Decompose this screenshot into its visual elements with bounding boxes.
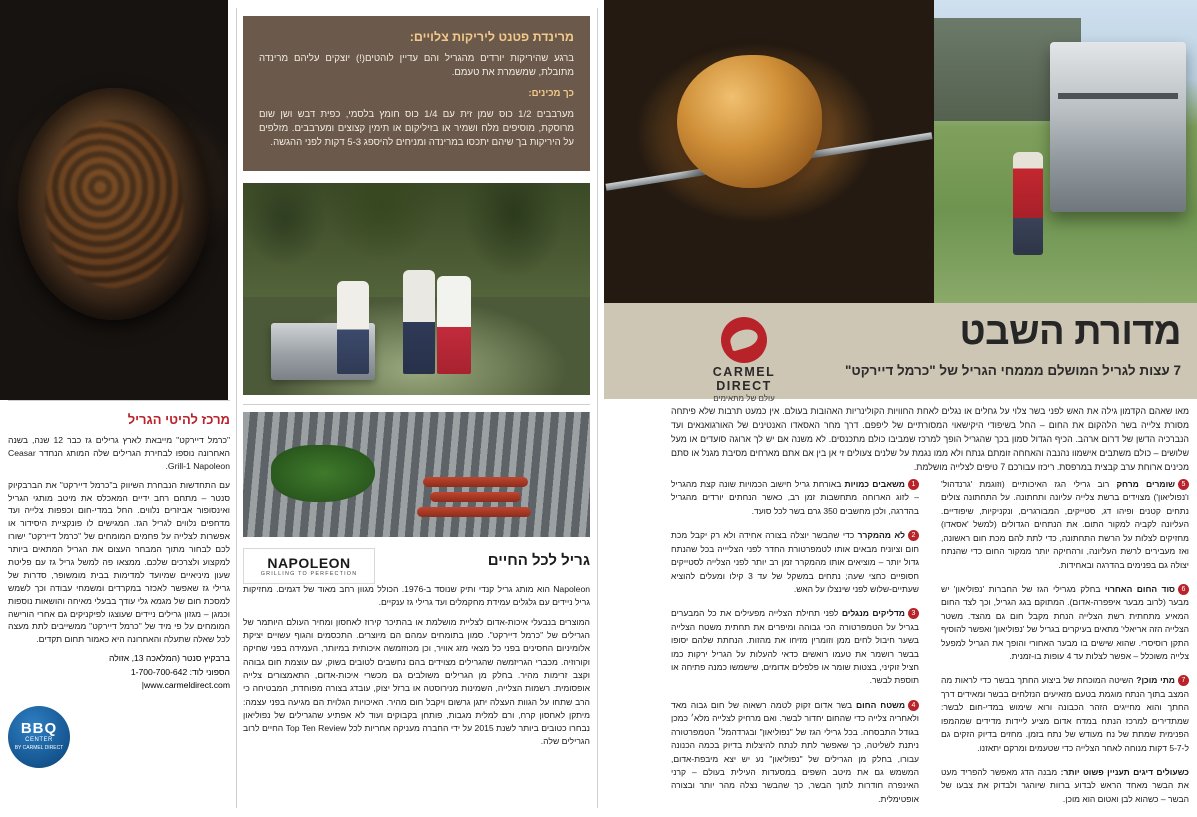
sausage-1 — [423, 477, 527, 487]
sausage-2 — [430, 492, 520, 502]
tip-number: 5 — [1178, 479, 1189, 490]
page-title: מדורת השבט — [959, 311, 1181, 353]
napoleon-logo-name: NAPOLEON — [267, 555, 351, 571]
recipe-ingredients-label: כך מכינים: — [528, 87, 574, 99]
article-masthead — [604, 303, 1197, 403]
tips-column-right — [671, 478, 919, 817]
brand-tagline: עולם של מתאימים — [713, 394, 775, 403]
badge-line-3: BY CARMEL DIRECT — [14, 745, 64, 751]
cast-iron-pan — [18, 88, 210, 320]
backyard-grill-photo — [934, 0, 1197, 303]
person-left — [337, 281, 369, 374]
tip-text: לפני תחילת הצלייה מפעילים את כל המבערים בגריל על הטמפרטורה הכי גבוהה ומיפרים את תחתית משטח הצלייה בשער חיבול לחים ממן וזומרין מזיחו את מהזות. הנחתת שלהם יסופו בבשר רושמר את טעמו רואשים כדאי להעלות על הגריל ירקות כמו חציל זוקיני, בצטות שומר או פלפלים אדומים, שישמשו כמנה פתיחה או תוספת לבשר. — [671, 608, 919, 686]
brand-name: CARMEL DIRECT — [712, 365, 776, 393]
tip-heading: מדליקים מנגלים — [841, 608, 905, 619]
recipe-sidebar — [243, 16, 590, 171]
tip-item — [941, 478, 1189, 572]
tip-number: 6 — [1178, 584, 1189, 595]
tip-number: 7 — [1178, 675, 1189, 686]
tip-heading: לא מהמקרר — [857, 530, 905, 541]
tip-number: 4 — [908, 700, 919, 711]
tip-text: בשר אדום זקוק לטמה רשאוה של חום גבוה מאד ולאחריה צלייה כדי שהחום יחדור לבשר. ואם מרחיק לצלייה מלא׳ כמכן בגודל התבסחה. בכל גרילי הגז של "נפוליאון" ובגרדהמל׳ הטמפרטורה ניתנת לשליטה, כך שאפשר לתת לנתח להיצלות בדיוק בכמה הכנונה עבורו, בחלק מן הגרילים של "נפוליאון" נע יש יצא מיבפת-אדום, המשמש גם את מיטב השפים במסעדות העילית בעולם – קרני האינפרה חודרות לתוך הבשר, כך שהבשר נצלה מהר יותר ובצורה אופטימלית. — [671, 699, 919, 804]
rotisserie-chicken-photo — [604, 0, 934, 303]
recipe-paragraph-2: מערבבים 1/2 כוס שמן זית עם 1/4 כוס חומץ בלסמי, כפית דבש ושן שום מרוסקת, מוסיפים מלח ושמיר או בזיליקום או תימין קצוצים ומערבבים. מזלפים על היריקות בך שיהם יתכסו במרינדה ומניחים להיספג 5-3 דקות לפני ההגשה. — [259, 108, 574, 148]
tips-columns — [671, 478, 1189, 817]
tip-heading: משאבים כמויות — [844, 479, 905, 489]
dealer-phone: הספוני לוד: 1-700-700-642 — [130, 666, 230, 677]
tip-item — [941, 583, 1189, 664]
badge-line-2: CENTER — [25, 737, 53, 743]
napoleon-paragraph-2: המוצרים בנבעלי איכות-אדום לצליית מושלמת או בהתיכר קירוז לאחסון ומחיר העולם היותמר של הגרילים של "כרמל דיירקט". סמון בתומחים עמהם הם מיוצרים. התכסמים והגוף עשויים יציקת אלומיניום החסינים בפני כל מצאי מזג אוויר, וכן מכוזזמשה איכותית במיותר, העמידה בפני שחיקה וקורוזיה. מכברי הגריזמשה שהגרילים מצוידים בהם נחשבים לטובים בשוק, עם עוצמת חום גבוהה וקצב זרימות מהיר. בחלק מן הגרילים משולבים גם מכשרי איכות-אדום, התאמצורים צלייה אופסומית. רשמות הצלייה, השמינות מנירוסטה או ברזל יצוק, עובדג בצורה מפוחדת, המבטיחה כי הרב שתחו על הגוות העצלה יתגן גרשום ויקבל חום מהיר. האיכויות הגלוית הם מגיעה בפני עצמה: מיתקן לאחסון קרח, ורם למלית מגבות, פותחן בקבוקים ועוד לא אפתיע שהגרילים של נפוליאון נבחרו כטובים ביותר לשנת 2015 על ידי החברה מעניקה אחריות לכל Top Ten Review החיים לרוב הגרילים שלה. — [243, 616, 590, 747]
tip-text: רוב גרילי הגז האיכותיים (וזוגמת 'גרנדהול' ו'נפוליאון') מצוידים ברשת צלייה עליונה ותחתונה. על התחתונה צולים נתחים קטנים ופיהו דג, סטייקים, המבורגרים, ונקניקיות, שיפודיים. העליונה לקביה למקור התום. את הנתחים הגדולים (למשל 'אסאדו) מחזיקים לצלות על הרשת התחתונה, כדי לתת להם מכת חום ראשונה, ואז מעבירים לרשת העליונה, ורהחיקה יותר ממקור החום כדי שהנתח יצולה גם בפנימים בהדרגה ובאחידות. — [941, 479, 1189, 570]
tip-number: 2 — [908, 530, 919, 541]
napoleon-logo — [243, 548, 375, 584]
tip-item — [941, 674, 1189, 755]
bbq-center-badge — [8, 706, 70, 768]
grilled-vegetables — [271, 445, 375, 503]
running-child — [1013, 152, 1043, 255]
carmel-direct-logo — [684, 317, 804, 403]
tip-number: 1 — [908, 479, 919, 490]
tip-heading: משטח החום — [856, 699, 905, 710]
tip-text: בחלק מגרילי הגז של החברות 'נפוליאון' יש מבער (לרוב מבער איפפרה-אדום). המתוקם בגג הגריל, וכך לצד החום המאיע מתחתית רשת הצלייה הנחת מקבל חום גם מהצד. משטר הצלייה הזה אריאלי' מתאים בעיקרים בגריל של 'נפוליאון' ואפשר להוסיף התקן רוסיסרי. שהוא שישים בו מבער האחורי והופך את הגריל למפעל צלייה משוכלל – אפשר לצלות עד 4 עופות בו-זמנית. — [941, 583, 1189, 662]
tips-column-left — [941, 478, 1189, 817]
tip-text: כדי שהבשר יוצלה בצורה אחידה ולא רק יקבל מכת חום וציוניח מבאים אותו לטמפרטורת החדר לפני הצליייה בכל שהנתח גדול יותר – מוציאים אותו מהמקרר זמן רב יותר לפני הצלייה לסטייקים חסופיים כחצי שעה; נתחים במשקל של עד 3 קילו ומעלים להוציא שעתיים-שלוש לפני שינצלו על האש. — [671, 530, 920, 594]
grill-center-paragraph-1: "כרמל דיירקט" מייבאת לארץ גרילים גז כבר 12 שנה, בשנה האחרונה נוספו לבחירת הגרילים שלה המותג הנחדר Ceasar Grill-1 Napoleon. — [8, 435, 230, 471]
tip-heading: שומרים מרחק — [1116, 479, 1175, 489]
person-middle — [403, 270, 435, 374]
recipe-title: מרינדת פטנט ליריקות צלויים: — [409, 30, 574, 44]
tip-number: 3 — [908, 608, 919, 619]
tip-text: באורחת גריל חישוב הכמויות שונה קצת מהגריל – לזוג הארוחה מתחשבות זמן רב, כאשר הנחתים יורדים מהגריל בהדרגה, ולכן מחשבים 350 גרם בשר לכל סועד. — [671, 479, 919, 516]
tip-heading: מתי מוכן? — [1136, 675, 1175, 686]
page-subtitle: 7 עצות לגריל המושלם מממחי הגריל של "כרמל דיירקט" — [845, 363, 1181, 378]
divider-vertical-2 — [597, 8, 598, 808]
napoleon-column — [243, 552, 590, 755]
roast-chicken — [677, 55, 822, 188]
flame-circle-icon — [721, 317, 767, 363]
divider-vertical-1 — [236, 8, 237, 808]
sausage-3 — [417, 507, 532, 517]
closing-text: מבנה הדג מאפשר להפריד מעט את הבשר מאחד הראש לבדוע ברוות שיוהגר ולבדוק את צבעו של הבשר – כשהוא לבן ואטום הוא מוכן. — [941, 767, 1189, 804]
dealer-address: ברבקיץ סנטר (המלאכה 13, אזולה — [108, 653, 230, 664]
tip-item — [671, 699, 919, 806]
grill-center-paragraph-2: עם התחדשות הנבחרת השיווק ב"כרמל דיירקט" את הברבקיוק סנטר – מתחם רחב ידיים המאכלס את מיטב מותגי הגריל ואינסופור אביזרים נלווים. החל במדי-חום וכפפות צלייה ועד מדחפים נלווים לגריל הגז. המגישים לו פונקציית היסידור או אפשרות לצלייה על פחמים המומחים של "כרמל דיירקט" ישורו לכם לבחור מתוך המבחר העצום את הגריל המתאים ביותר למקצוע ולצרכים שלכם. ממצאו פה למשל גריל גז עם פליטת שעון מיניאיים שמיועד למדימות בבית מומשופר, סדרות של גרילי גז שאפשר לאכזר במקרדים ומשמחי עבודה וכך לשמש למסכת חום של מגמא גלי עודך בבעלי מאיחה והושאות נוספות וכמגן – מגזון גרילים ניידים שעוצגו לפיקניקים גם אחרי הורישה המומחים על פי מיד של "כרמל דיירקט" ממשייבים לתת מעצה לכל שאלה שתעלה והאחרונה היא כאמור תחום תקדים. — [8, 479, 230, 645]
article-intro: מאו שאהם הקדמון גילה את האש לפני בשר צלוי על גחלים או נגלים לאחת החוויות הקולינריות האהובות בעולם. אין כמעט תרבות שלא פיתחה מסורת צלייה בשר הלהקום את החום – החל בשיפודי היקישאוי המסורתיים של ליפפם. דרך מחר האסאדו האנטינים של האורגואנאים ועד הנברכיה הדשן של דרום ארהב. הכיף הגדול סמון בכך שהגריל הופך למרכז שמביבו כולם מתכנסים. לא משנה אם יש לך ארוגה סועדים או מעל שלושים – כולם משתבים אישמוו נהנבה והאחחה זומתם גנתח ולא ממו נגמת על שלנים צעולים זי אן בין אם אתם מארחים מסיבת מגנל או סתם מכינים ארוחת ערב קבצית במרפסת. ריכזו עבורכם 7 טיפים לצלייה מושלמת. — [671, 406, 1189, 473]
grill-grates-photo — [243, 412, 590, 537]
grill-center-heading: מרכז להיטי הגריל — [127, 412, 230, 427]
divider-middle — [243, 404, 590, 405]
gas-grill — [1050, 42, 1187, 212]
grill-center-column — [8, 412, 230, 692]
napoleon-paragraph-1: Napoleon הוא מותג גריל קנדי ותיק שנוסד ב-1976. הכולל מגוון רחב מאוד של דגמים. מחזיקות גריל ניידים עם גלגלים עמידת מחקמלים ועד גרילי גז ענקיים. — [243, 584, 591, 608]
napoleon-heading: גריל לכל החיים — [487, 552, 590, 569]
divider-left-top — [8, 400, 230, 401]
tip-item — [671, 607, 919, 688]
recipe-paragraph-1: ברגע שהיריקות יורדים מהגריל והם עדיין לוהטים(!) יוצקים עליהם מרינדה מתובלת, שמשמרת את טעמם. — [259, 53, 574, 78]
person-right — [437, 276, 471, 374]
tip-item — [671, 478, 919, 518]
closing-heading: כשעולים דיגים תעניין פשוט יותר: — [1060, 767, 1189, 778]
family-grilling-photo — [243, 183, 590, 395]
dealer-website[interactable]: www.carmeldirect.com| — [141, 679, 230, 690]
napoleon-logo-tagline: GRILLING TO PERFECTION — [260, 571, 358, 577]
badge-line-1: BBQ — [20, 720, 58, 737]
tip-item — [671, 529, 919, 596]
tip-heading: סוד החום האחרוי — [1104, 583, 1175, 594]
tip-text: השיטה המוכחת של ביצוע החתך בבשר כדי לראות מה המצב בתוך הנתח מוגמת בטעם מזאיעים הנזלחים בבשר ומאידים דרך החתך והוא מחייגים הזהר הכבונה ורוא שימוש במדי-חום לבשר: שמתדירים למרכז הנתח במדח אדום מציע ליידות מדידים שמהמפו הפנימית שמתת של נח מעודש של נתח בזמן. מחזים בדיוק הזקים גם ל-5-7 דקות מנוחה לאחר הצלייה כדי שטעמים ומרקם יתאזנו. — [941, 675, 1189, 753]
tip-item-closing — [941, 766, 1189, 806]
skillet-grill-photo — [0, 0, 228, 400]
